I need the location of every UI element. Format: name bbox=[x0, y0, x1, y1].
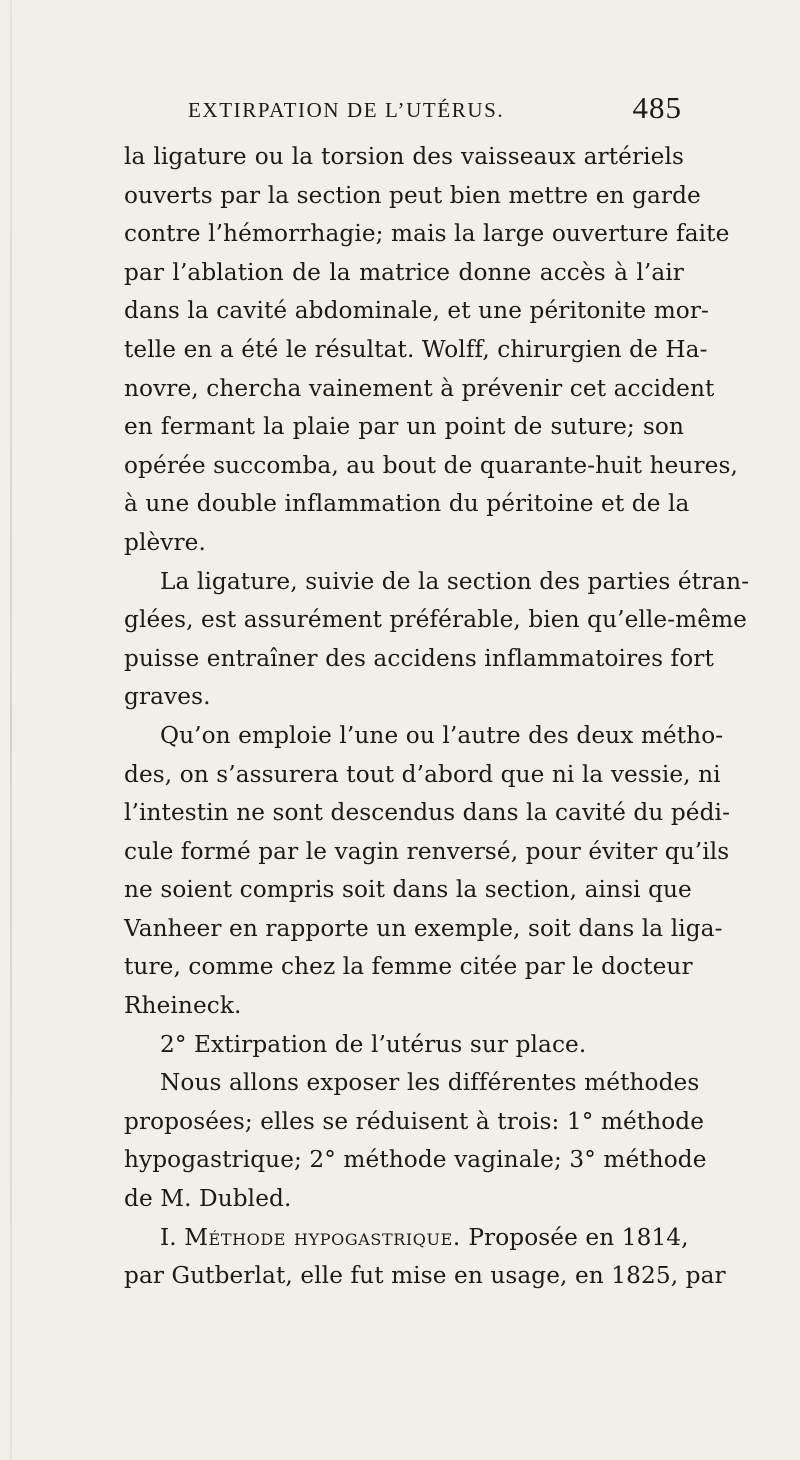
text-line: ne soient compris soit dans la section, ainsi que bbox=[124, 876, 692, 904]
text-line: ture, comme chez la femme citée par le docteur bbox=[124, 953, 693, 981]
text-line: Rheineck. bbox=[124, 992, 242, 1020]
text-line: par l’ablation de la matrice donne accès à l’air bbox=[124, 258, 684, 286]
text-line: hypogastrique; 2° méthode vaginale; 3° méthode bbox=[124, 1146, 707, 1174]
text-line: par Gutberlat, elle fut mise en usage, en 1825, par bbox=[124, 1262, 726, 1290]
text-line: de M. Dubled. bbox=[124, 1185, 292, 1213]
text-line: contre l’hémorrhagie; mais la large ouverture faite bbox=[124, 220, 730, 248]
text-line: des, on s’assurera tout d’abord que ni la vessie, ni bbox=[124, 760, 721, 788]
page-gutter-edge bbox=[10, 0, 12, 1460]
heading-numeral: I. bbox=[160, 1223, 177, 1251]
text-line: telle en a été le résultat. Wolff, chirurgien de Ha- bbox=[124, 335, 708, 363]
section-title: 2° Extirpation de l’utérus sur place. bbox=[160, 1030, 587, 1058]
text-line: Nous allons exposer les différentes méthodes bbox=[160, 1069, 700, 1097]
method-heading-line bbox=[124, 1219, 689, 1258]
text-line: opérée succomba, au bout de quarante-huit heures, bbox=[124, 451, 738, 479]
text-line: novre, chercha vainement à prévenir cet accident bbox=[124, 374, 715, 402]
text-line: la ligature ou la torsion des vaisseaux artériels bbox=[124, 143, 684, 170]
book-page bbox=[124, 88, 750, 1296]
page-number: 485 bbox=[632, 90, 682, 125]
text-line: puisse entraîner des accidens inflammatoires fort bbox=[124, 644, 714, 672]
text-line: cule formé par le vagin renversé, pour éviter qu’ils bbox=[124, 837, 730, 865]
text-line: en fermant la plaie par un point de suture; son bbox=[124, 413, 684, 441]
running-head: EXTIRPATION DE L’UTÉRUS. bbox=[188, 98, 505, 122]
text-line: Qu’on emploie l’une ou l’autre des deux métho- bbox=[160, 721, 724, 749]
text-line: à une double inflammation du péritoine et de la bbox=[124, 490, 690, 518]
heading-rest: Proposée en 1814, bbox=[468, 1223, 689, 1251]
text-line: proposées; elles se réduisent à trois: 1° méthode bbox=[124, 1107, 705, 1135]
text-line: plèvre. bbox=[124, 528, 206, 556]
text-line: dans la cavité abdominale, et une péritonite mor- bbox=[124, 297, 709, 325]
text-line: graves. bbox=[124, 683, 211, 711]
text-line: l’intestin ne sont descendus dans la cavité du pédi- bbox=[124, 799, 731, 827]
text-line: Vanheer en rapporte un exemple, soit dans la liga- bbox=[124, 914, 723, 942]
text-line: glées, est assurément préférable, bien qu’elle-même bbox=[124, 606, 747, 634]
heading-small-caps: Méthode hypogastrique. bbox=[184, 1223, 461, 1251]
text-line: ouverts par la section peut bien mettre en garde bbox=[124, 181, 701, 209]
text-line: La ligature, suivie de la section des parties étran- bbox=[160, 567, 750, 595]
page-header bbox=[124, 88, 684, 134]
body-text bbox=[124, 138, 750, 1296]
